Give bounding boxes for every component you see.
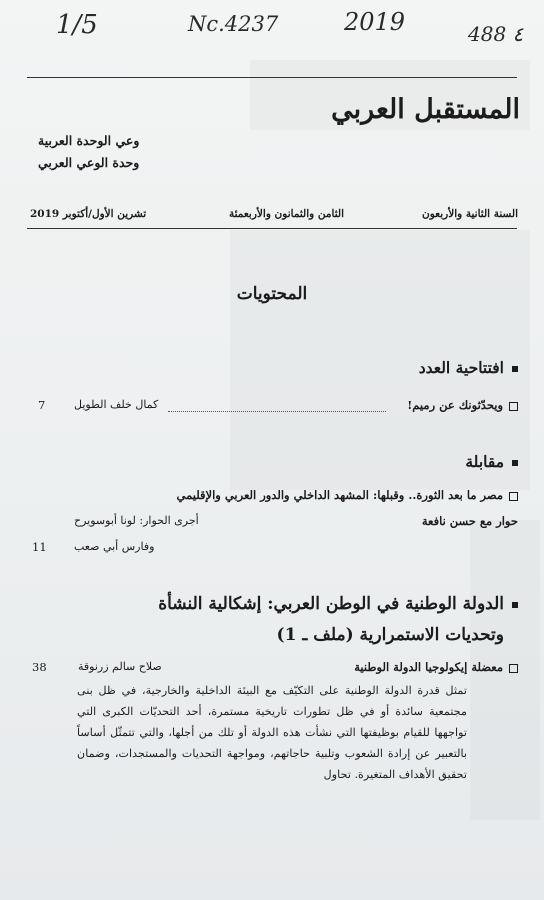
page-number: 7 <box>38 398 46 412</box>
square-bullet-icon <box>512 366 518 372</box>
issue-year: السنة الثانية والأربعون <box>422 208 518 220</box>
journal-subtitle-2: وحدة الوعي العربي <box>38 155 140 170</box>
handwritten-number: Nc.4237 <box>188 12 279 36</box>
checkbox-icon <box>509 492 518 501</box>
entry-author: كمال خلف الطويل <box>74 398 159 411</box>
toc-entry[interactable] <box>177 488 519 502</box>
checkbox-icon <box>509 402 518 411</box>
page-number: 11 <box>32 540 47 554</box>
section-heading <box>419 358 518 377</box>
section-title: افتتاحية العدد <box>418 358 504 377</box>
entry-title: معضلة إيكولوجيا الدولة الوطنية <box>354 660 503 674</box>
contents-heading: المحتويات <box>236 284 308 304</box>
entry-author-2: وفارس أبي صعب <box>74 540 155 553</box>
handwritten-year: 2019 <box>344 8 406 36</box>
journal-subtitle-1: وعي الوحدة العربية <box>38 133 140 148</box>
toc-entry[interactable] <box>354 660 518 674</box>
issue-date: تشرين الأول/أكتوبر 2019 <box>30 208 147 220</box>
issue-rule <box>27 228 517 229</box>
entry-title: مصر ما بعد الثورة.. وقبلها: المشهد الداخلي والدور العربي والإقليمي <box>176 488 503 502</box>
square-bullet-icon <box>512 460 518 466</box>
checkbox-icon <box>509 664 518 673</box>
section-heading <box>465 452 518 471</box>
square-bullet-icon <box>512 602 518 608</box>
entry-title: ويحدّثونك عن رميم! <box>407 398 503 412</box>
page-number: 38 <box>32 660 47 674</box>
journal-title: المستقبل العربي <box>331 94 520 125</box>
top-rule <box>27 77 517 78</box>
entry-author: أجرى الحوار: لونا أبوسويرح <box>74 514 199 527</box>
section-heading <box>158 594 518 614</box>
entry-author: صلاح سالم زرنوقة <box>78 660 162 673</box>
entry-abstract: تمثل قدرة الدولة الوطنية على التكيّف مع البيئة الداخلية والخارجية، في ظل بنى مجتمعية سائدة أو في ظل تطورات تاريخية مستمرة، أحد التحديّات الكبرى التي تواجهها للقيام بوظيفتها التي نشأت هذه الدولة أو تلك من أجلها، والتي تتمثّل أساساً بالتعبير عن إرادة الشعوب وتلبية حاجاتهم، ومواجهة التحديات والمستجدات، وضمان تحقيق الأهداف المتغيرة. تحاول <box>77 684 467 781</box>
entry-subline: حوار مع حسن نافعة <box>421 514 518 528</box>
handwritten-fraction: 1/5 <box>56 10 98 40</box>
section-title: الدولة الوطنية في الوطن العربي: إشكالية النشأة <box>158 594 504 614</box>
issue-number: الثامن والثمانون والأربعمئة <box>229 208 344 220</box>
handwritten-code: 488 ٤ <box>468 22 524 46</box>
toc-entry[interactable] <box>407 398 518 412</box>
leader-dots <box>168 411 386 412</box>
section-title-line-2: وتحديات الاستمرارية (ملف ـ 1) <box>276 625 504 645</box>
section-title: مقابلة <box>465 452 504 471</box>
